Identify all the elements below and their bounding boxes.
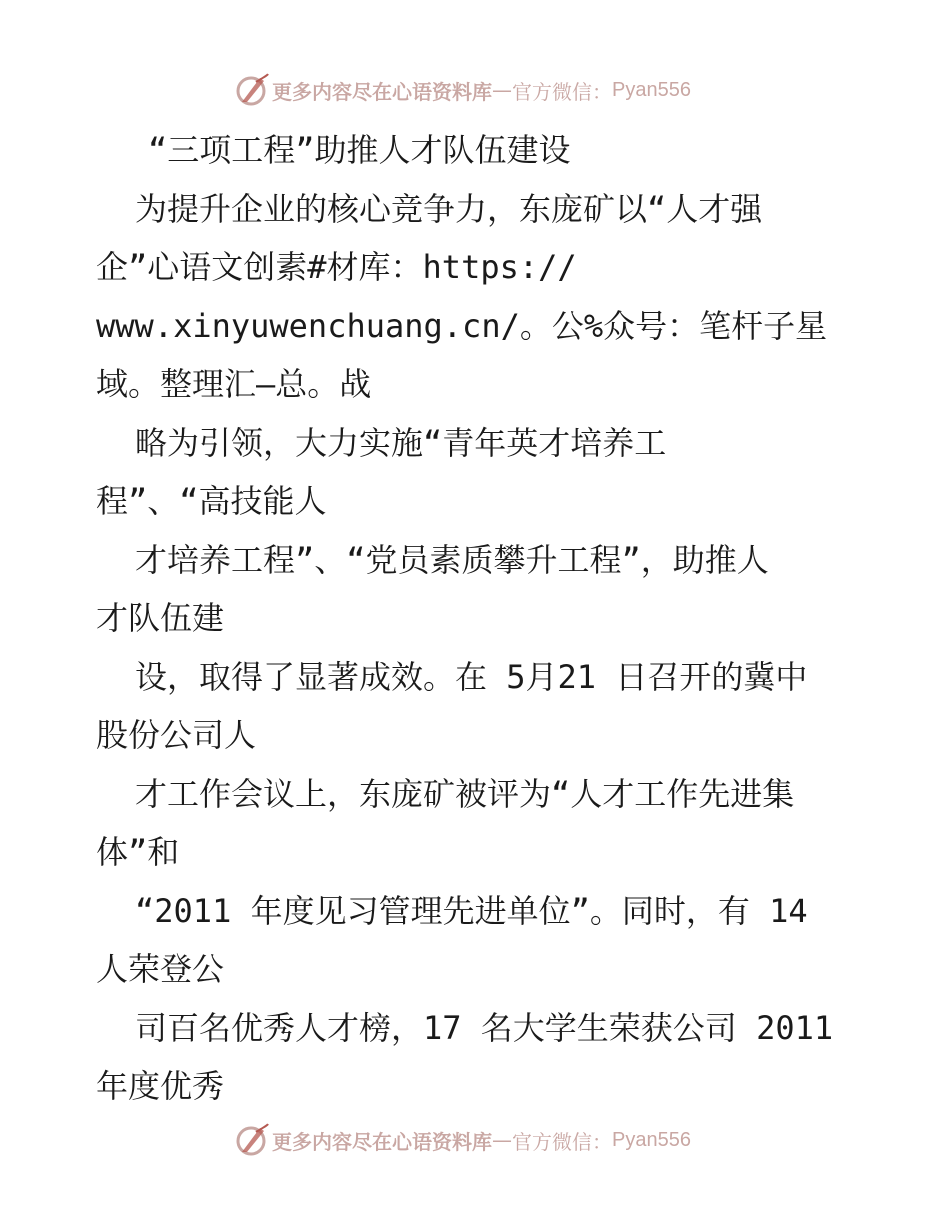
banner-wechat-id: Pyan556 xyxy=(612,78,691,101)
quill-logo-icon xyxy=(234,72,270,108)
text-line: 为提升企业的核心竞争力，东庞矿以“人才强 xyxy=(135,189,763,228)
text-line: 才队伍建 xyxy=(96,599,225,637)
footer-watermark-banner xyxy=(234,1120,691,1160)
document-body xyxy=(96,121,856,1116)
banner-dash: — xyxy=(492,78,512,102)
text-line: 才培养工程”、“党员素质攀升工程”，助推人 xyxy=(135,540,769,579)
header-watermark-banner xyxy=(234,70,691,110)
quill-logo-icon xyxy=(234,1122,270,1158)
text-line: 年度优秀 xyxy=(96,1067,225,1105)
text-line: 人荣登公 xyxy=(96,950,225,988)
text-line: 程”、“高技能人 xyxy=(96,482,327,520)
text-line: “2011 年度见习管理先进单位”。同时，有 14 xyxy=(135,891,808,930)
banner-wechat-label: 官方微信： xyxy=(512,79,612,104)
text-line: 设，取得了显著成效。在 5月21 日召开的冀中 xyxy=(135,657,808,696)
text-line: 才工作会议上，东庞矿被评为“人才工作先进集 xyxy=(135,774,795,813)
text-line: 企”心语文创素#材库：https:// xyxy=(96,248,577,286)
text-line: 域。整理汇—总。战 xyxy=(96,365,372,403)
text-line: 股份公司人 xyxy=(96,716,257,754)
banner-library-text: 更多内容尽在心语资料库 xyxy=(272,1129,492,1154)
banner-dash: — xyxy=(492,1128,512,1152)
text-line: 略为引领，大力实施“青年英才培养工 xyxy=(135,423,667,462)
text-line: 司百名优秀人才榜，17 名大学生荣获公司 2011 xyxy=(135,1008,834,1047)
banner-wechat-label: 官方微信： xyxy=(512,1129,612,1154)
text-line: www.xinyuwenchuang.cn/。公%众号：笔杆子星 xyxy=(96,306,828,345)
banner-wechat-id: Pyan556 xyxy=(612,1128,691,1151)
document-title: “三项工程”助推人才队伍建设 xyxy=(148,131,571,169)
banner-library-text: 更多内容尽在心语资料库 xyxy=(272,79,492,104)
text-line: 体”和 xyxy=(96,833,180,871)
